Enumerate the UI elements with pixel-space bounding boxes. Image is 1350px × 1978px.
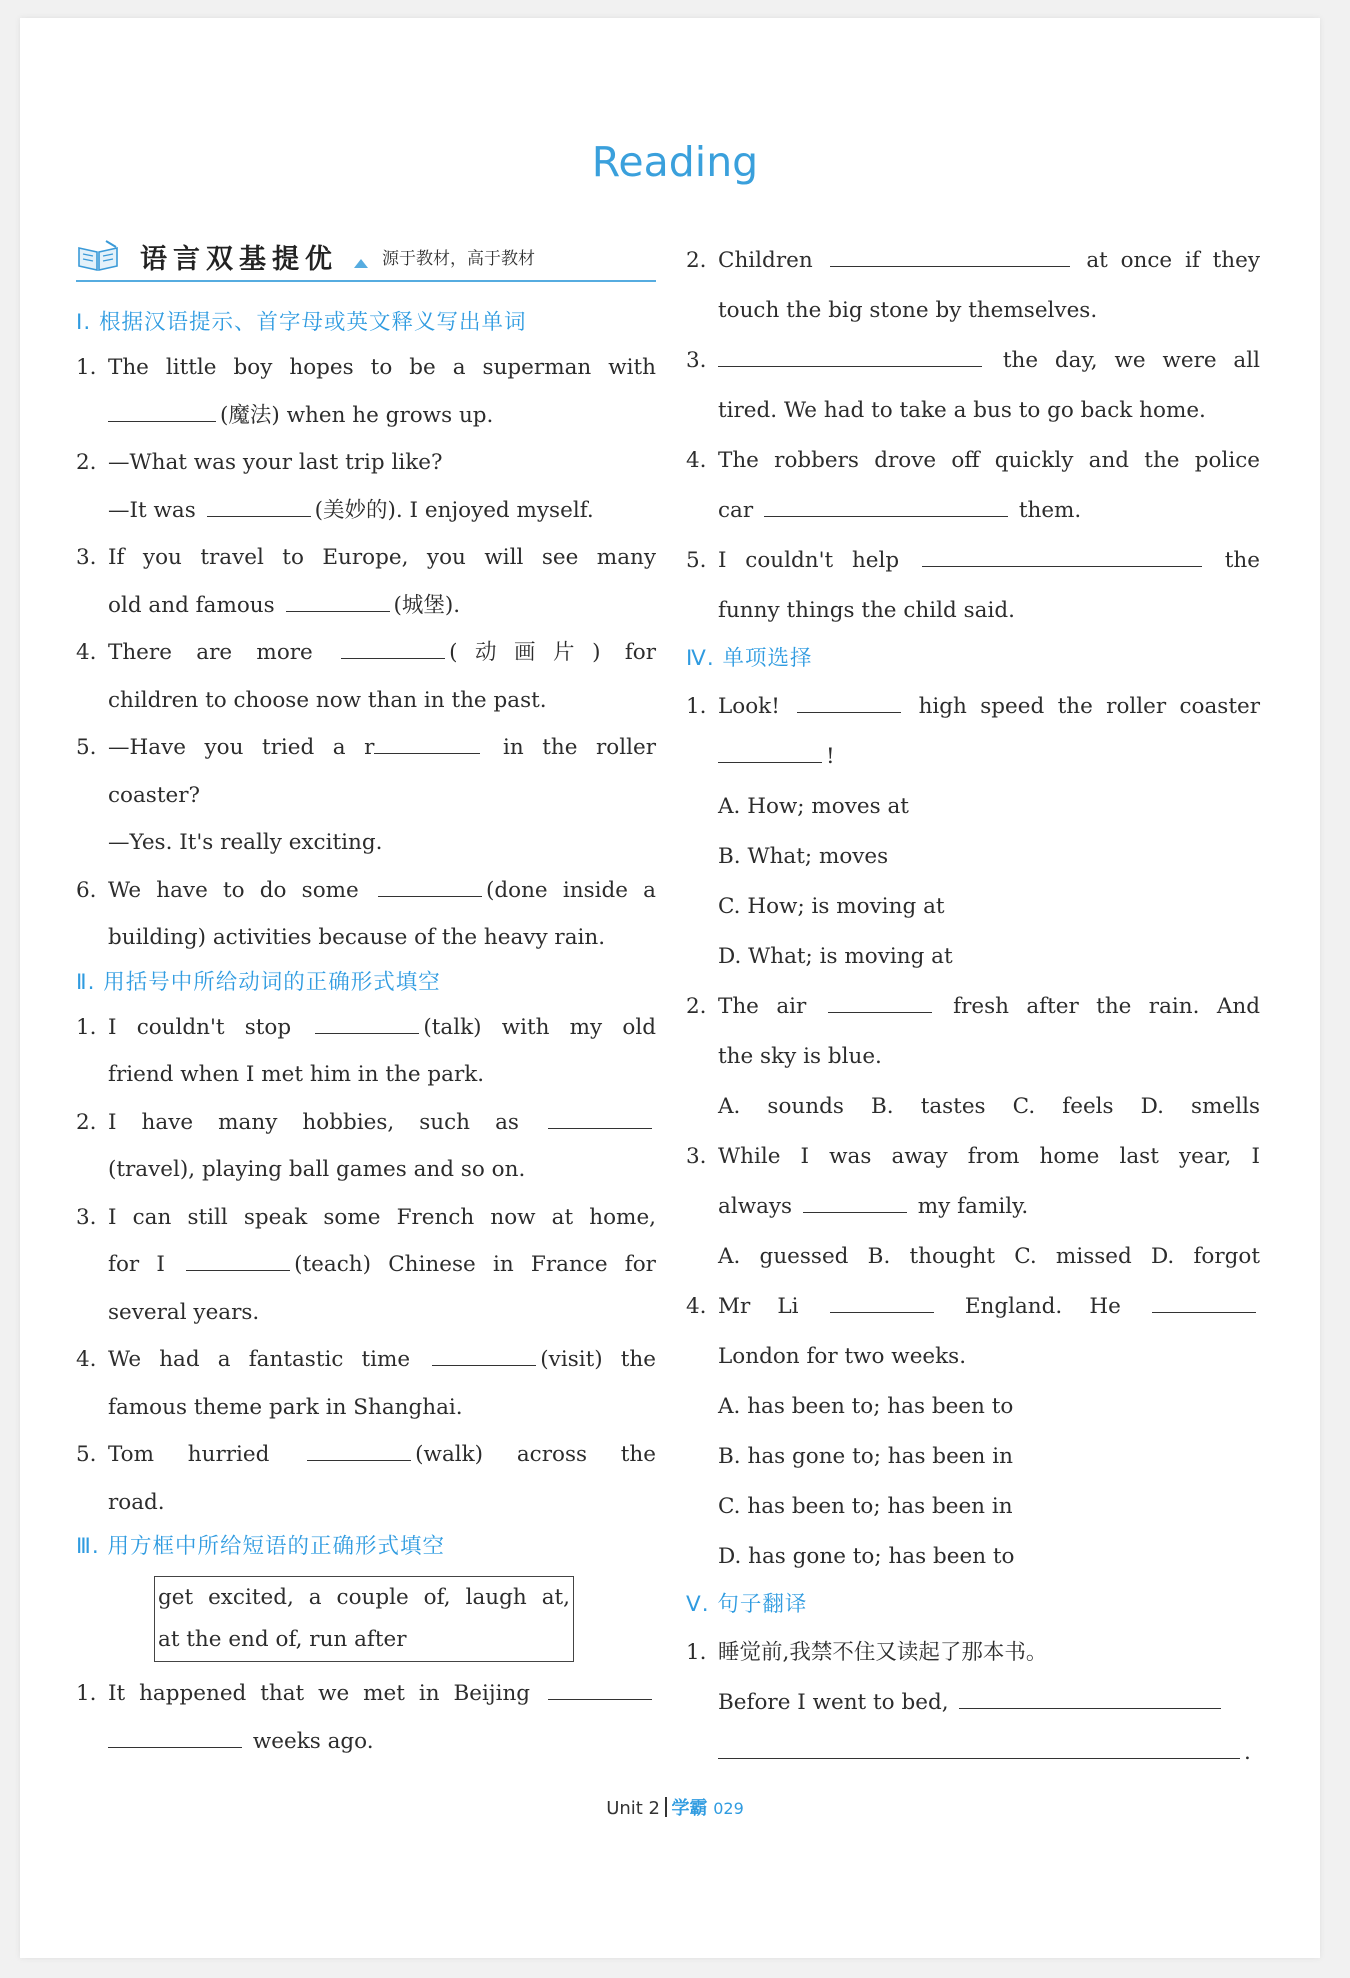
question-cont: children to choose now than in the past. <box>108 687 547 713</box>
answer-blank[interactable] <box>830 246 1070 267</box>
answer-blank[interactable] <box>432 1345 536 1366</box>
choice-option[interactable]: C. feels <box>1012 1094 1114 1119</box>
choice-option[interactable]: B. tastes <box>870 1094 986 1119</box>
choice-option[interactable]: B. What; moves <box>718 844 889 869</box>
answer-blank[interactable] <box>378 876 482 897</box>
question-cont: tired. We had to take a bus to go back home. <box>718 398 1206 423</box>
question: 1. The little boy hopes to be a superman with <box>76 355 656 380</box>
page-title: Reading <box>591 138 759 186</box>
choice-options-row <box>686 1232 1260 1282</box>
banner-label: 语言双基提优 <box>140 243 338 275</box>
section-3-title: Ⅲ. 用方框中所给短语的正确形式填空 <box>76 1534 445 1559</box>
choice-options-row <box>686 1082 1260 1132</box>
footer-divider <box>665 1797 667 1817</box>
question: 3. I can still speak some French now at home, <box>76 1204 656 1230</box>
choice-option[interactable]: D. has gone to; has been to <box>718 1544 1015 1569</box>
section-1-title: Ⅰ. 根据汉语提示、首字母或英文释义写出单词 <box>76 310 527 335</box>
choice-option[interactable]: A. guessed <box>718 1244 849 1269</box>
question-cont: ! <box>686 732 1260 782</box>
question: 5. I couldn't help the <box>686 548 1260 573</box>
question: 3. If you travel to Europe, you will see many <box>76 545 656 570</box>
choice-option[interactable]: A. has been to; has been to <box>718 1394 1014 1419</box>
section-banner <box>76 236 656 282</box>
question-cont: funny things the child said. <box>718 598 1015 623</box>
phrase-box-line: get excited, a couple of, laugh at, <box>158 1585 570 1610</box>
question-cont: (魔法) when he grows up. <box>76 392 656 440</box>
question: 1. 睡觉前,我禁不住又读起了那本书。 <box>686 1640 1048 1665</box>
question-cont: Before I went to bed, <box>686 1678 1260 1728</box>
answer-blank[interactable] <box>764 496 1008 517</box>
open-book-icon <box>76 239 120 273</box>
answer-blank[interactable] <box>186 1250 290 1271</box>
page-number: 029 <box>713 1799 744 1818</box>
question-cont: always my family. <box>718 1194 1029 1219</box>
question-cont: for I (teach) Chinese in France for <box>108 1252 656 1277</box>
question: 3. While I was away from home last year, I <box>686 1144 1260 1169</box>
question: 4. Mr Li England. He <box>686 1282 1260 1332</box>
question-cont: (travel), playing ball games and so on. <box>108 1157 526 1182</box>
answer-blank[interactable] <box>718 346 982 367</box>
answer-blank[interactable] <box>548 1679 652 1700</box>
answer-blank[interactable] <box>286 591 390 612</box>
phrase-box <box>154 1576 574 1662</box>
choice-option[interactable]: D. smells <box>1140 1094 1260 1119</box>
question-cont: road. <box>108 1489 165 1515</box>
answer-blank[interactable] <box>828 992 932 1013</box>
answer-blank[interactable] <box>108 1727 242 1748</box>
question: 2. I have many hobbies, such as <box>76 1099 656 1147</box>
choice-option[interactable]: B. has gone to; has been in <box>718 1444 1013 1469</box>
answer-blank[interactable] <box>307 1440 411 1461</box>
answer-blank[interactable] <box>718 1738 1240 1759</box>
answer-blank[interactable] <box>922 546 1202 567</box>
banner-triangle-icon <box>354 259 368 268</box>
choice-option[interactable]: C. missed <box>1014 1244 1132 1269</box>
question-cont: the sky is blue. <box>718 1044 882 1069</box>
question: 2. The air fresh after the rain. And <box>686 994 1260 1019</box>
right-column <box>686 236 1260 1778</box>
choice-option[interactable]: A. sounds <box>718 1094 844 1119</box>
question: 4. The robbers drove off quickly and the police <box>686 448 1260 473</box>
answer-blank[interactable] <box>959 1688 1221 1709</box>
question-cont: famous theme park in Shanghai. <box>108 1394 463 1420</box>
section-4-title: Ⅳ. 单项选择 <box>686 646 813 671</box>
answer-blank[interactable] <box>341 638 445 659</box>
choice-option[interactable]: C. has been to; has been in <box>718 1494 1013 1519</box>
question-cont: —Yes. It's really exciting. <box>108 830 383 855</box>
left-column <box>76 236 656 1765</box>
choice-option[interactable]: D. forgot <box>1150 1244 1260 1269</box>
question-cont: touch the big stone by themselves. <box>718 298 1098 323</box>
question-cont: building) activities because of the heavy rain. <box>108 925 606 950</box>
question-cont: weeks ago. <box>76 1718 656 1766</box>
question: 1. I couldn't stop (talk) with my old <box>76 1014 656 1040</box>
answer-blank[interactable] <box>315 1013 419 1034</box>
answer-blank[interactable] <box>830 1292 934 1313</box>
answer-blank[interactable] <box>797 692 901 713</box>
question-cont: several years. <box>108 1299 260 1325</box>
choice-option[interactable]: C. How; is moving at <box>718 894 945 919</box>
question: 2. —What was your last trip like? <box>76 450 443 475</box>
footer-unit: Unit 2 <box>606 1798 661 1819</box>
question: 1. It happened that we met in Beijing <box>76 1670 656 1718</box>
question: 4. We had a fantastic time (visit) the <box>76 1347 656 1372</box>
answer-blank[interactable] <box>207 496 311 517</box>
choice-option[interactable]: A. How; moves at <box>718 794 909 819</box>
question-cont: car them. <box>718 498 1082 523</box>
question: 3. the day, we were all <box>686 348 1260 373</box>
question: 4. There are more (动画片) for <box>76 640 657 665</box>
question: 1. Look! high speed the roller coaster <box>686 694 1260 719</box>
question-cont: —It was (美妙的). I enjoyed myself. <box>108 497 594 523</box>
question-cont: friend when I met him in the park. <box>108 1062 485 1087</box>
question-cont: old and famous (城堡). <box>108 592 461 618</box>
footer-brand: 学霸 <box>671 1798 708 1819</box>
question: 6. We have to do some (done inside a <box>76 877 656 903</box>
question: 5. —Have you tried a r in the roller <box>76 735 656 760</box>
answer-blank[interactable] <box>108 401 216 422</box>
answer-blank[interactable] <box>718 742 822 763</box>
question: 5. Tom hurried (walk) across the <box>76 1442 656 1467</box>
phrase-box-line: at the end of, run after <box>158 1627 407 1652</box>
choice-option[interactable]: B. thought <box>867 1244 996 1269</box>
question-cont: London for two weeks. <box>718 1344 967 1369</box>
answer-blank[interactable] <box>803 1192 907 1213</box>
question-cont: coaster? <box>108 782 201 808</box>
page-footer <box>0 1794 1350 1820</box>
section-5-title: Ⅴ. 句子翻译 <box>686 1592 808 1617</box>
question-cont: . <box>686 1728 1260 1778</box>
question: 2. Children at once if they <box>686 248 1260 273</box>
section-2-title: Ⅱ. 用括号中所给动词的正确形式填空 <box>76 969 441 995</box>
choice-option[interactable]: D. What; is moving at <box>718 944 953 969</box>
answer-blank[interactable] <box>374 733 480 754</box>
answer-blank[interactable] <box>548 1108 652 1129</box>
answer-blank[interactable] <box>1152 1292 1256 1313</box>
banner-note: 源于教材，高于教材 <box>382 248 535 269</box>
